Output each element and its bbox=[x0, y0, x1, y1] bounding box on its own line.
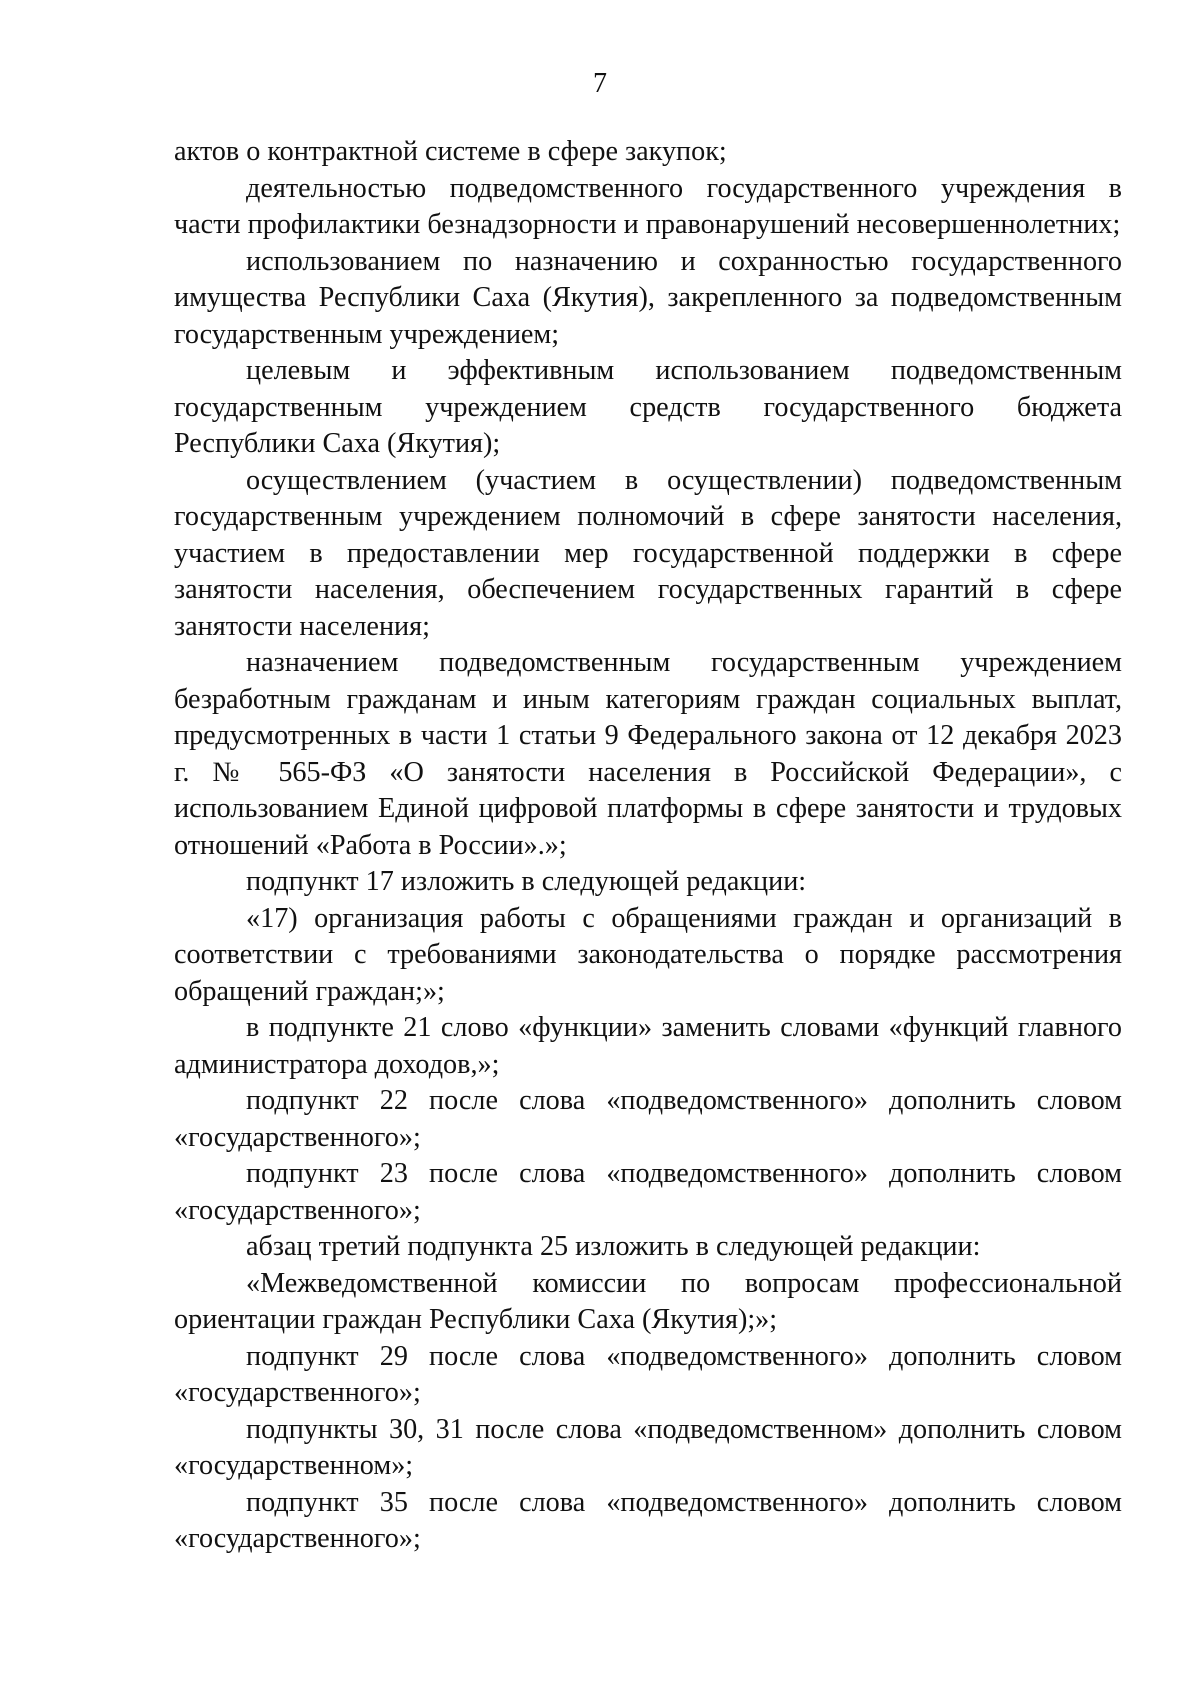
paragraph-12: абзац третий подпункта 25 изложить в следующей редакции: bbox=[246, 1231, 981, 1262]
paragraph-13: «Межведомственной комиссии по вопросам профессиональной ориентации граждан Республики Саха (Якутия);»; bbox=[174, 1267, 1122, 1335]
document-body bbox=[174, 134, 1122, 1558]
paragraph-7: подпункт 17 изложить в следующей редакции: bbox=[246, 866, 807, 897]
page-number: 7 bbox=[593, 68, 607, 99]
paragraph-5: осуществлением (участием в осуществлении) подведомственным государственным учреждением полномочий в сфере занятости населения, участием в предоставлении мер государственной поддержки в сфере занятости населения, обеспечением государственных гарантий в сфере занятости населения; bbox=[174, 464, 1122, 642]
paragraph-10: подпункт 22 после слова «подведомственного» дополнить словом «государственного»; bbox=[174, 1085, 1122, 1153]
paragraph-15: подпункты 30, 31 после слова «подведомственном» дополнить словом «государственном»; bbox=[174, 1413, 1122, 1481]
paragraph-4: целевым и эффективным использованием подведомственным государственным учреждением средств государственного бюджета Республики Саха (Якутия); bbox=[174, 355, 1122, 459]
paragraph-16: подпункт 35 после слова «подведомственного» дополнить словом «государственного»; bbox=[174, 1486, 1122, 1554]
paragraph-11: подпункт 23 после слова «подведомственного» дополнить словом «государственного»; bbox=[174, 1158, 1122, 1226]
paragraph-8: «17) организация работы с обращениями граждан и организаций в соответствии с требованиями законодательства о порядке рассмотрения обращений граждан;»; bbox=[174, 902, 1122, 1007]
paragraph-1: актов о контрактной системе в сфере закупок; bbox=[174, 136, 727, 167]
paragraph-14: подпункт 29 после слова «подведомственного» дополнить словом «государственного»; bbox=[174, 1340, 1122, 1408]
paragraph-2: деятельностью подведомственного государственного учреждения в части профилактики безнадзорности и правонарушений несовершеннолетних; bbox=[174, 172, 1122, 240]
paragraph-6: назначением подведомственным государственным учреждением безработным гражданам и иным категориям граждан социальных выплат, предусмотренных в части 1 статьи 9 Федерального закона от 12 декабря 2023 г. № 565-ФЗ «О занятости населения в Российской Федерации», с использованием Единой цифровой платформы в сфере занятости и трудовых отношений «Работа в России».»; bbox=[174, 647, 1122, 861]
paragraph-9: в подпункте 21 слово «функции» заменить словами «функций главного администратора доходов,»; bbox=[174, 1012, 1122, 1080]
paragraph-3: использованием по назначению и сохранностью государственного имущества Республики Саха (Якутия), закрепленного за подведомственным государственным учреждением; bbox=[174, 245, 1122, 350]
